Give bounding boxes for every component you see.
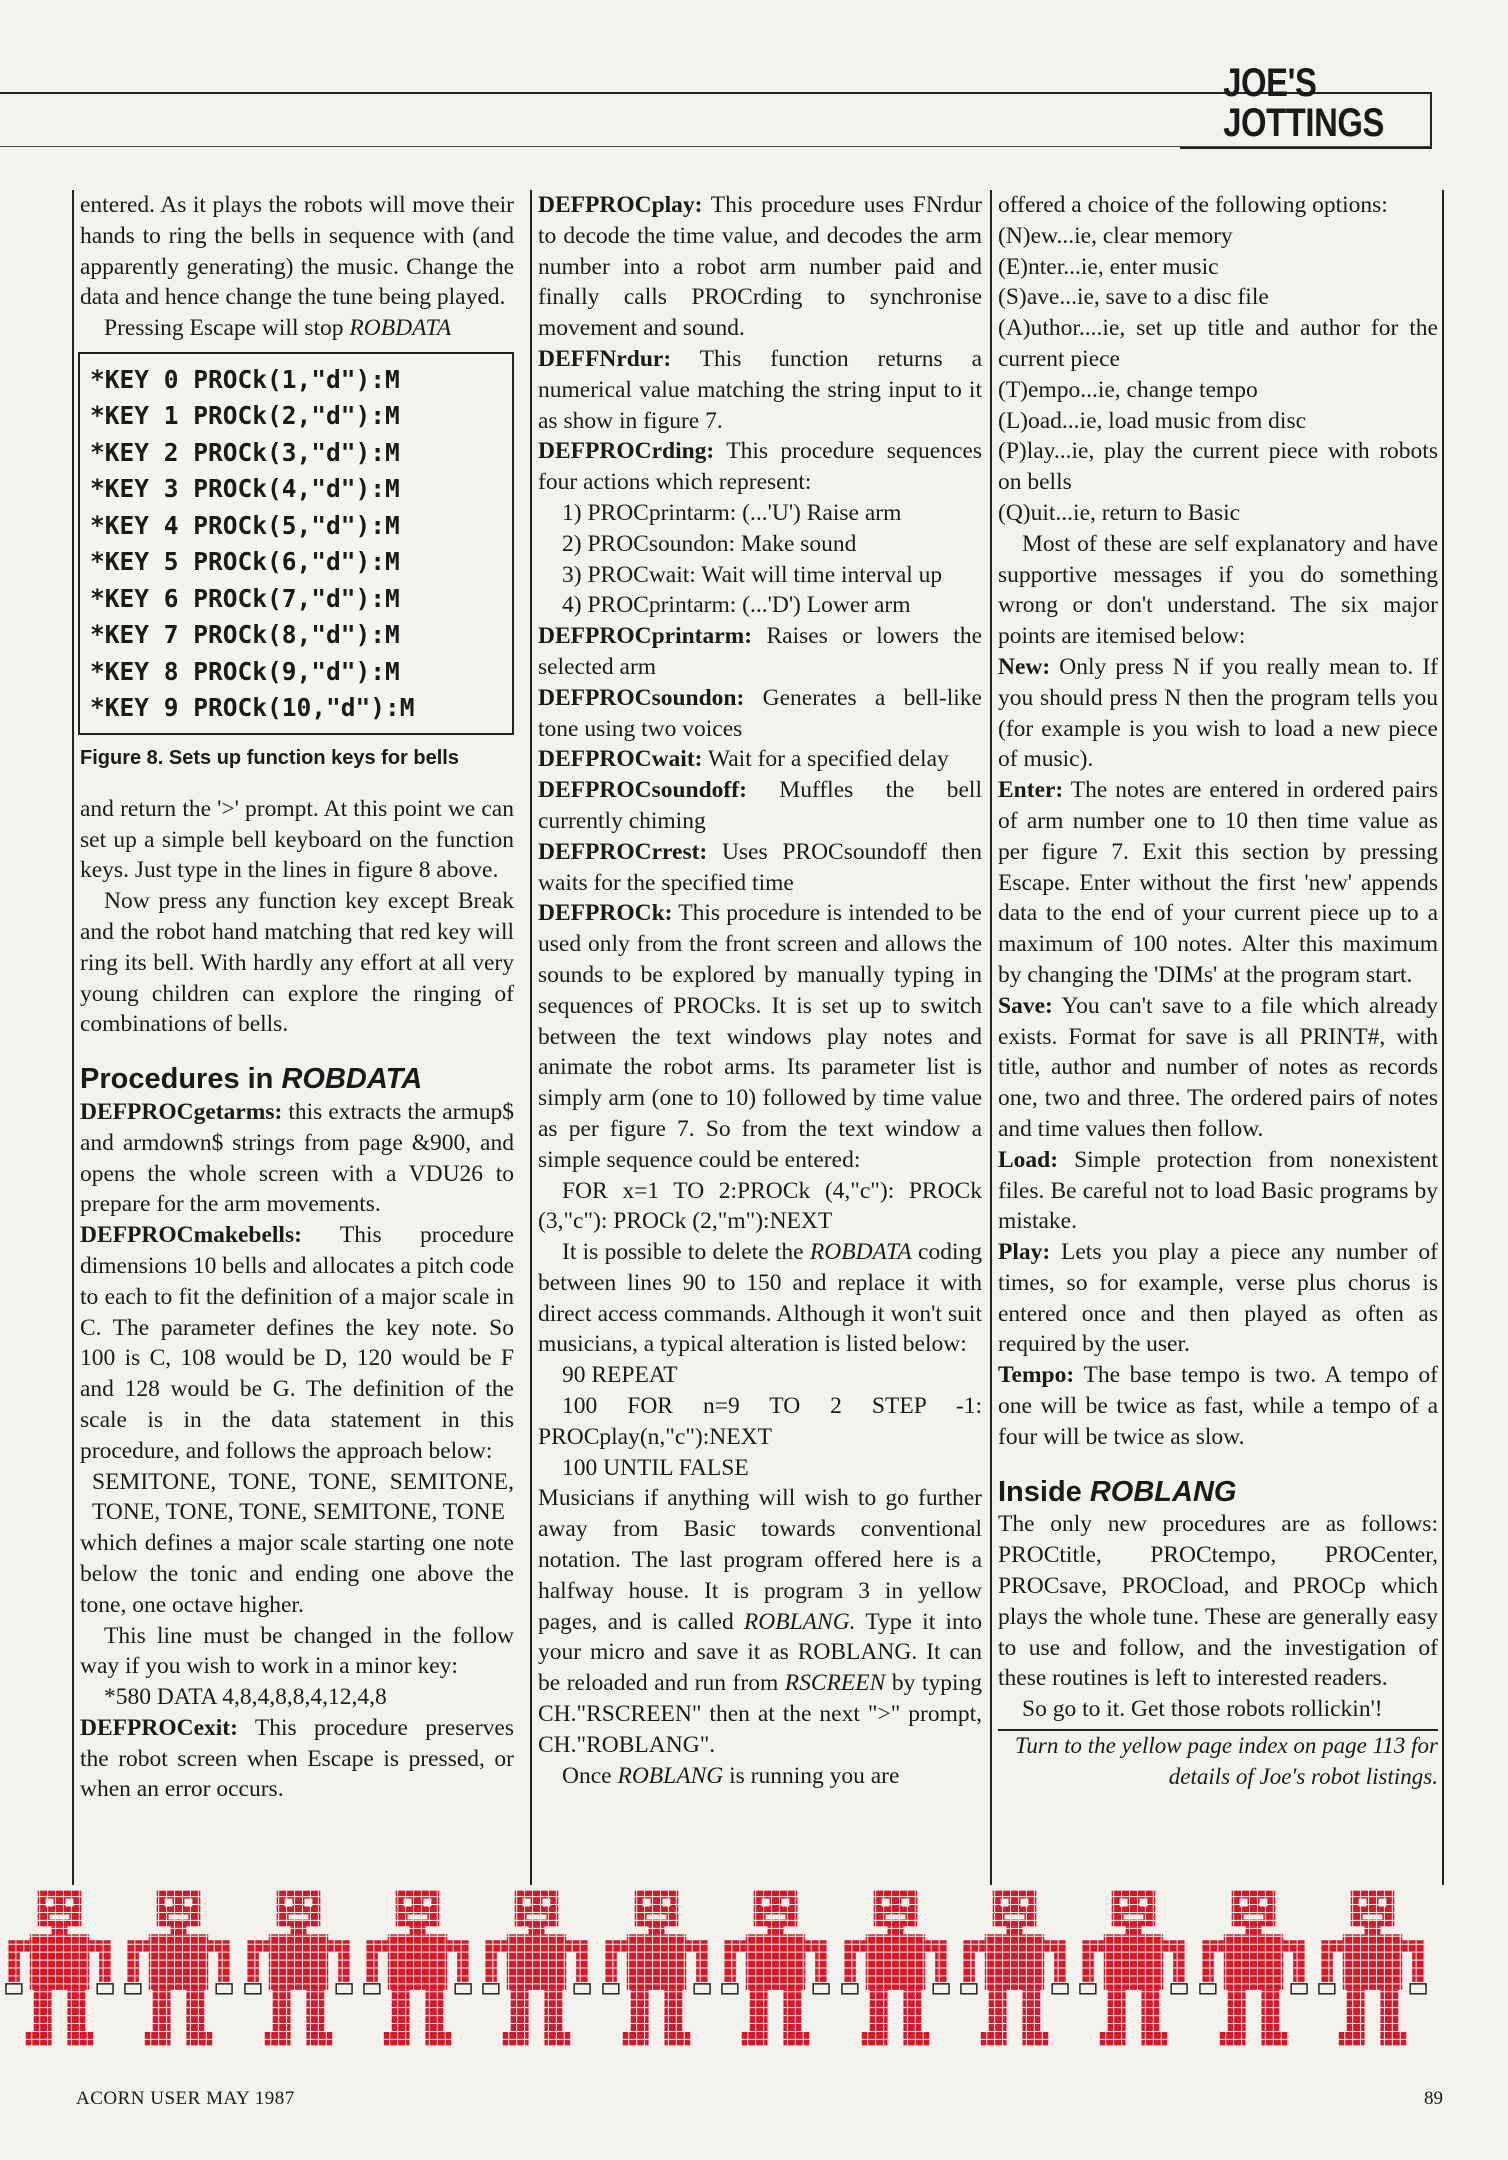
robot-part — [1343, 1934, 1403, 1990]
robot-part — [38, 1891, 82, 1927]
robot-part — [1054, 1952, 1066, 1982]
robot-figure — [836, 1888, 955, 2048]
code-line: *KEY 2 PROCk(3,"d"):M — [90, 437, 400, 467]
robot-part — [750, 1990, 768, 2038]
paragraph — [538, 898, 982, 1175]
robot-face-feature — [165, 1899, 173, 1907]
robot-part — [1365, 1926, 1381, 1934]
robot-part — [52, 1926, 68, 1934]
list-item: (Q)uit...ie, return to Basic — [998, 499, 1241, 526]
robot-part — [67, 1990, 85, 2038]
robot-face-feature — [1004, 1914, 1024, 1919]
text: Lets you play a piece any number of times, so for example, verse plus chorus is entered once and then played as often as required by the user. — [998, 1239, 1438, 1358]
robot-face-feature — [1239, 1899, 1247, 1907]
text: is running you are — [723, 1762, 900, 1789]
paragraph: Most of these are self explanatory and have supportive messages if you do something wrong or don't understand. The six major points are itemised below: — [998, 530, 1438, 650]
robot-face-feature — [1259, 1899, 1267, 1907]
robot-part — [485, 1952, 497, 1982]
robot-part — [985, 1934, 1045, 1990]
text: Generates a bell-like tone using two voices — [538, 684, 982, 742]
robot-part — [127, 1940, 149, 1952]
robot-part — [545, 1990, 563, 2038]
program-name: ROBLANG — [617, 1762, 724, 1789]
paragraph — [538, 683, 982, 745]
robot-part — [577, 1952, 589, 1982]
robot-part — [724, 1940, 746, 1952]
keyword: Save: — [998, 992, 1053, 1019]
robot-part — [815, 1952, 827, 1982]
code-line: *KEY 9 PROCk(10,"d"):M — [90, 693, 415, 723]
text: coding between lines 90 to 150 and replace it with direct access commands. Although it won't suit musicians, a typical alteration is listed below: — [538, 1239, 982, 1358]
robot-face-feature — [885, 1914, 905, 1919]
column-1 — [72, 190, 514, 1885]
robot-part — [696, 1952, 708, 1982]
list-item: (L)oad...ie, load music from disc — [998, 407, 1307, 434]
keyword: DEFPROCrding: — [538, 438, 715, 465]
robot-part — [567, 1940, 589, 1952]
robot-figure — [597, 1888, 716, 2048]
robot-part — [1380, 1990, 1398, 2038]
robot-part — [410, 1926, 426, 1934]
robot-part — [1108, 1990, 1126, 2038]
robot-part — [843, 1952, 855, 1982]
code-line: *KEY 4 PROCk(5,"d"):M — [90, 510, 400, 540]
text: Uses PROCsoundoff then waits for the specified time — [538, 838, 982, 896]
robot-figure — [119, 1888, 238, 2048]
robot-part — [392, 1990, 410, 2038]
robot-figure — [358, 1888, 477, 2048]
robot-face-feature — [1378, 1899, 1386, 1907]
list-item: (S)ave...ie, save to a disc file — [998, 284, 1269, 311]
text: This procedure preserves the robot screen when Escape is pressed, or when an error occurs. — [80, 1714, 514, 1803]
paragraph — [538, 1483, 982, 1760]
program-name: ROBLANG — [1089, 1475, 1237, 1508]
robot-face-feature — [1000, 1899, 1008, 1907]
program-name: ROBDATA — [809, 1239, 912, 1266]
paragraph — [538, 775, 982, 837]
robot-figure — [1074, 1888, 1193, 2048]
text: Pressing Escape will stop — [104, 315, 350, 342]
robot-face-feature — [642, 1899, 650, 1907]
code-line: *KEY 5 PROCk(6,"d"):M — [90, 547, 400, 577]
paragraph — [998, 652, 1438, 775]
code-line: *KEY 0 PROCk(1,"d"):M — [90, 364, 400, 394]
robot-part — [993, 1891, 1037, 1927]
robot-figure — [955, 1888, 1074, 2048]
keyword: DEFPROCgetarms: — [80, 1098, 283, 1125]
column-2 — [530, 190, 982, 1885]
text: Only press N if you really mean to. If you should press N then the program tells you (for example is you wish to load a new piece of music). — [998, 653, 1438, 773]
robot-face-feature — [169, 1914, 189, 1919]
keyword: DEFPROCexit: — [80, 1714, 238, 1741]
robot-face-feature — [881, 1899, 889, 1907]
robot-part — [843, 1940, 865, 1952]
subheading-roblang — [998, 1477, 1438, 1508]
robot-part — [8, 1952, 20, 1982]
robot-part — [1261, 1990, 1279, 2038]
robot-part — [485, 1940, 507, 1952]
text: Procedures in — [80, 1063, 282, 1096]
robot-part — [127, 1952, 139, 1982]
figure-caption: Figure 8. Sets up function keys for bells — [80, 746, 459, 769]
code-line: FOR x=1 TO 2:PROCk (4,"c"): PROCk (3,"c"): PROCk (2,"m"):NEXT — [538, 1177, 982, 1235]
robot-figure — [1313, 1888, 1432, 2048]
text: Once — [562, 1762, 618, 1789]
code-line: *KEY 3 PROCk(4,"d"):M — [90, 474, 400, 504]
robot-part — [89, 1940, 111, 1952]
robot-face-feature — [408, 1914, 428, 1919]
robot-part — [529, 1926, 545, 1934]
robot-part — [925, 1940, 947, 1952]
robot-face-feature — [65, 1899, 73, 1907]
robot-part — [426, 1990, 444, 2038]
robot-part — [1321, 1940, 1343, 1952]
paragraph — [538, 436, 982, 498]
text: It is possible to delete the — [562, 1239, 810, 1266]
robot-face-feature — [766, 1914, 786, 1919]
list-item: (A)uthor....ie, set up title and author for the current piece — [998, 315, 1438, 372]
robot-part — [247, 1952, 259, 1982]
keyword: New: — [998, 653, 1051, 680]
robot-part — [457, 1952, 469, 1982]
robot-part — [805, 1940, 827, 1952]
robot-part — [157, 1891, 201, 1927]
robot-part — [1006, 1926, 1022, 1934]
text: Wait for a specified delay — [702, 746, 949, 773]
robot-part — [605, 1952, 617, 1982]
text: this extracts the armup$ and armdown$ strings from page &900, and opens the whole screen with a VDU26 to prepare for the arm movements. — [80, 1098, 514, 1218]
robot-face-feature — [901, 1899, 909, 1907]
robot-face-feature — [284, 1899, 292, 1907]
code-line: *KEY 8 PROCk(9,"d"):M — [90, 656, 400, 686]
program-name: ROBLANG. — [743, 1608, 856, 1635]
code-line: 100 FOR n=9 TO 2 STEP -1: PROCplay(n,"c"):NEXT — [538, 1393, 982, 1450]
robot-part — [338, 1952, 350, 1982]
header-rule — [0, 146, 1432, 147]
text: You can't save to a file which already exists. Format for save is all PRINT#, with title, author and number of notes as records one, two and three. The ordered pairs of notes and time values then follow. — [998, 992, 1438, 1142]
robot-part — [686, 1940, 708, 1952]
endnote: Turn to the yellow page index on page 113 for details of Joe's robot listings. — [998, 1729, 1438, 1793]
robot-face-feature — [527, 1914, 547, 1919]
robot-part — [290, 1926, 306, 1934]
paragraph — [80, 1097, 514, 1220]
keyword: Tempo: — [998, 1362, 1075, 1389]
text: Simple protection from nonexistent files. Be careful not to load Basic programs by mistake. — [998, 1146, 1438, 1235]
code-line: *580 DATA 4,8,4,8,8,4,12,4,8 — [104, 1684, 387, 1711]
robot-part — [1412, 1952, 1424, 1982]
paragraph: Now press any function key except Break and the robot hand matching that red key will ring its bell. With hardly any effort at all very young children can explore the ringing of combinations of bells. — [80, 888, 514, 1038]
text: Muffles the bell currently chiming — [538, 777, 982, 834]
robot-part — [963, 1940, 985, 1952]
paragraph — [998, 1360, 1438, 1452]
paragraph: and return the '>' prompt. At this point we can set up a simple bell keyboard on the function keys. Just type in the lines in figure 8 above. — [80, 795, 514, 884]
paragraph — [538, 837, 982, 899]
robot-face-feature — [404, 1899, 412, 1907]
robot-part — [171, 1926, 187, 1934]
keyword: Load: — [998, 1146, 1059, 1173]
list-item: (T)empo...ie, change tempo — [998, 376, 1258, 403]
robot-part — [768, 1926, 784, 1934]
robot-part — [447, 1940, 469, 1952]
robot-face-feature — [782, 1899, 790, 1907]
figure-8-listing — [78, 352, 514, 735]
robot-part — [187, 1990, 205, 2038]
footer-publication: ACORN USER MAY 1987 — [76, 2088, 295, 2109]
robot-figure — [0, 1888, 119, 2048]
text: This procedure dimensions 10 bells and allocates a pitch code to each to fit the definition of a major scale in C. The parameter defines the key note. So 100 is C, 108 would be D, 120 would be F and 128 would be G. The definition of the scale is in the data statement in this procedure, and follows the approach below: — [80, 1222, 514, 1464]
robot-face-feature — [1120, 1899, 1128, 1907]
robot-face-feature — [1124, 1914, 1144, 1919]
robot-face-feature — [424, 1899, 432, 1907]
code-line: 90 REPEAT — [562, 1362, 678, 1389]
robot-part — [724, 1952, 736, 1982]
subheading-procedures — [80, 1064, 514, 1095]
text: This procedure sequences four actions which represent: — [538, 438, 982, 496]
robot-part — [1082, 1952, 1094, 1982]
keyword: DEFPROCwait: — [538, 746, 703, 773]
paragraph — [998, 991, 1438, 1145]
robot-part — [903, 1990, 921, 2038]
paragraph — [998, 1237, 1438, 1360]
robot-figure — [239, 1888, 358, 2048]
robot-part — [272, 1990, 290, 2038]
robot-part — [1283, 1940, 1305, 1952]
paragraph: This line must be changed in the follow way if you wish to work in a minor key: — [80, 1622, 514, 1680]
robot-part — [869, 1990, 887, 2038]
robot-part — [754, 1891, 798, 1927]
robot-face-feature — [46, 1899, 54, 1907]
text: This procedure uses FNrdur to decode the time value, and decodes the arm number into a robot arm number paid and finally calls PROCrding to synchronise movement and sound. — [538, 192, 982, 342]
robot-part — [366, 1940, 388, 1952]
text: Inside — [998, 1475, 1090, 1508]
robot-part — [1347, 1990, 1365, 2038]
text: The notes are entered in ordered pairs of arm number one to 10 then time value as per figure 7. Exit this section by pressing Escape. Enter without the first 'new' appends data to the end of your current piece up to a maximum of 100 notes. Alter this maximum by changing the 'DIMs' at the program start. — [998, 777, 1438, 988]
robot-part — [1223, 1934, 1283, 1990]
keyword: DEFPROCsoundon: — [538, 684, 745, 711]
program-name: ROBDATA — [349, 315, 452, 342]
robot-illustration-strip — [0, 1888, 1432, 2048]
text: Type it into your micro and save it as ROBLANG. It can be reloaded and run from — [538, 1608, 982, 1697]
list-item: (P)lay...ie, play the current piece with robots on bells — [998, 438, 1438, 496]
robot-part — [664, 1990, 682, 2038]
robot-face-feature — [1359, 1899, 1367, 1907]
robot-part — [1202, 1952, 1214, 1982]
robot-part — [328, 1940, 350, 1952]
keyword: Enter: — [998, 777, 1064, 804]
robot-part — [1163, 1940, 1185, 1952]
paragraph: entered. As it plays the robots will move their hands to ring the bells in sequence with (and apparently generating) the music. Change the data and hence change the tune being played. — [80, 192, 514, 311]
paragraph — [998, 775, 1438, 991]
robot-part — [1112, 1891, 1156, 1927]
robot-part — [989, 1990, 1007, 2038]
robot-part — [153, 1990, 171, 2038]
robot-part — [388, 1934, 448, 1990]
keyword: DEFFNrdur: — [538, 345, 672, 372]
robot-face-feature — [1363, 1914, 1383, 1919]
keyword: DEFPROCplay: — [538, 192, 703, 218]
robot-part — [149, 1934, 209, 1990]
robot-face-feature — [1140, 1899, 1148, 1907]
code-line: 100 UNTIL FALSE — [562, 1454, 749, 1481]
robot-part — [1142, 1990, 1160, 2038]
paragraph: which defines a major scale starting one note below the tonic and ending one above the tone, one octave higher. — [80, 1530, 514, 1618]
robot-figure — [477, 1888, 596, 2048]
robot-part — [1082, 1940, 1104, 1952]
paragraph — [998, 1145, 1438, 1237]
robot-part — [605, 1940, 627, 1952]
text: This procedure is intended to be used only from the front screen and allows the sounds to be explored by manually typing in sequences of PROCks. It is set up to switch between the text windows play notes and animate the robot arms. Its parameter list is simply arm (one to 10) followed by time value as per figure 7. So from the text window a simple sequence could be entered: — [538, 900, 982, 1173]
code-line: *KEY 1 PROCk(2,"d"):M — [90, 401, 400, 431]
robot-part — [634, 1891, 678, 1927]
paragraph — [80, 313, 514, 344]
paragraph — [538, 1237, 982, 1360]
paragraph — [80, 1713, 514, 1805]
robot-face-feature — [762, 1899, 770, 1907]
robot-part — [268, 1934, 328, 1990]
paragraph — [80, 1220, 514, 1466]
keyword: Play: — [998, 1239, 1051, 1266]
paragraph — [538, 1761, 982, 1792]
code-line: *KEY 7 PROCk(8,"d"):M — [90, 620, 400, 650]
robot-part — [1044, 1940, 1066, 1952]
list-item: 1) PROCprintarm: (...'U') Raise arm — [562, 499, 902, 526]
robot-part — [873, 1891, 917, 1927]
scale-sequence: SEMITONE, TONE, TONE, SEMITONE, TONE, TONE, TONE, SEMITONE, TONE — [92, 1468, 514, 1526]
program-name: RSCREEN — [784, 1670, 886, 1697]
robot-part — [396, 1891, 440, 1927]
text: by typing CH."RSCREEN" then at the next ">" prompt, CH."ROBLANG". — [538, 1670, 982, 1758]
robot-face-feature — [646, 1914, 666, 1919]
keyword: DEFPROCrrest: — [538, 838, 708, 865]
keyword: DEFPROCk: — [538, 900, 673, 927]
robot-part — [209, 1940, 231, 1952]
robot-face-feature — [523, 1899, 531, 1907]
paragraph — [538, 190, 982, 344]
keyword: DEFPROCprintarm: — [538, 623, 753, 650]
robot-figure — [1194, 1888, 1313, 2048]
paragraph: So go to it. Get those robots rollickin'! — [1022, 1696, 1383, 1723]
robot-part — [507, 1934, 567, 1990]
robot-part — [276, 1891, 320, 1927]
paragraph — [538, 344, 982, 436]
robot-part — [1126, 1926, 1142, 1934]
robot-part — [631, 1990, 649, 2038]
robot-part — [1022, 1990, 1040, 2038]
robot-face-feature — [662, 1899, 670, 1907]
text: The base tempo is two. A tempo of one will be twice as fast, while a tempo of a four will be twice as slow. — [998, 1362, 1438, 1450]
paragraph: offered a choice of the following options: — [998, 192, 1388, 218]
list-item: 2) PROCsoundon: Make sound — [562, 530, 857, 557]
robot-part — [219, 1952, 231, 1982]
list-item: 3) PROCwait: Wait will time interval up — [562, 561, 943, 588]
robot-part — [935, 1952, 947, 1982]
robot-part — [1402, 1940, 1424, 1952]
robot-face-feature — [1020, 1899, 1028, 1907]
robot-part — [1173, 1952, 1185, 1982]
list-item: (N)ew...ie, clear memory — [998, 222, 1233, 249]
column-3 — [990, 190, 1444, 1885]
page-number: 89 — [1424, 2088, 1443, 2109]
robot-face-feature — [288, 1914, 308, 1919]
robot-part — [306, 1990, 324, 2038]
robot-face-feature — [543, 1899, 551, 1907]
robot-figure — [716, 1888, 835, 2048]
paragraph — [538, 744, 982, 775]
robot-part — [247, 1940, 269, 1952]
paragraph — [538, 621, 982, 683]
robot-part — [627, 1934, 687, 1990]
robot-part — [511, 1990, 529, 2038]
robot-part — [34, 1990, 52, 2038]
robot-part — [648, 1926, 664, 1934]
robot-part — [1227, 1990, 1245, 2038]
list-item: (E)nter...ie, enter music — [998, 253, 1219, 280]
robot-part — [1321, 1952, 1333, 1982]
robot-part — [887, 1926, 903, 1934]
robot-part — [1245, 1926, 1261, 1934]
robot-face-feature — [1243, 1914, 1263, 1919]
program-name: ROBDATA — [281, 1063, 423, 1096]
robot-part — [1351, 1891, 1395, 1927]
text: Musicians if anything will wish to go further away from Basic towards conventional notation. The last program offered here is a halfway house. It is program 3 in yellow pages, and is called — [538, 1485, 982, 1635]
robot-part — [1231, 1891, 1275, 1927]
robot-part — [99, 1952, 111, 1982]
robot-part — [963, 1952, 975, 1982]
robot-part — [366, 1952, 378, 1982]
text: Raises or lowers the selected arm — [538, 623, 982, 680]
robot-part — [865, 1934, 925, 1990]
robot-part — [746, 1934, 806, 1990]
robot-part — [30, 1934, 90, 1990]
robot-face-feature — [185, 1899, 193, 1907]
robot-face-feature — [50, 1914, 70, 1919]
robot-part — [8, 1940, 30, 1952]
robot-face-feature — [304, 1899, 312, 1907]
robot-part — [1202, 1940, 1224, 1952]
text: This function returns a numerical value matching the string input to it as show in figure 7. — [538, 345, 982, 434]
list-item: 4) PROCprintarm: (...'D') Lower arm — [562, 592, 911, 619]
section-title: JOE'S JOTTINGS — [1223, 61, 1384, 145]
keyword: DEFPROCsoundoff: — [538, 777, 747, 804]
paragraph: The only new procedures are as follows: PROCtitle, PROCtempo, PROCenter, PROCsave, PROCload, and PROCp which plays the whole tune. These are generally easy to use and follow, and the investigation of these routines is left to interested readers. — [998, 1511, 1438, 1692]
robot-part — [784, 1990, 802, 2038]
robot-part — [1293, 1952, 1305, 1982]
section-header — [1180, 61, 1432, 149]
robot-part — [515, 1891, 559, 1927]
code-line: *KEY 6 PROCk(7,"d"):M — [90, 583, 400, 613]
robot-part — [1104, 1934, 1164, 1990]
keyword: DEFPROCmakebells: — [80, 1222, 302, 1249]
